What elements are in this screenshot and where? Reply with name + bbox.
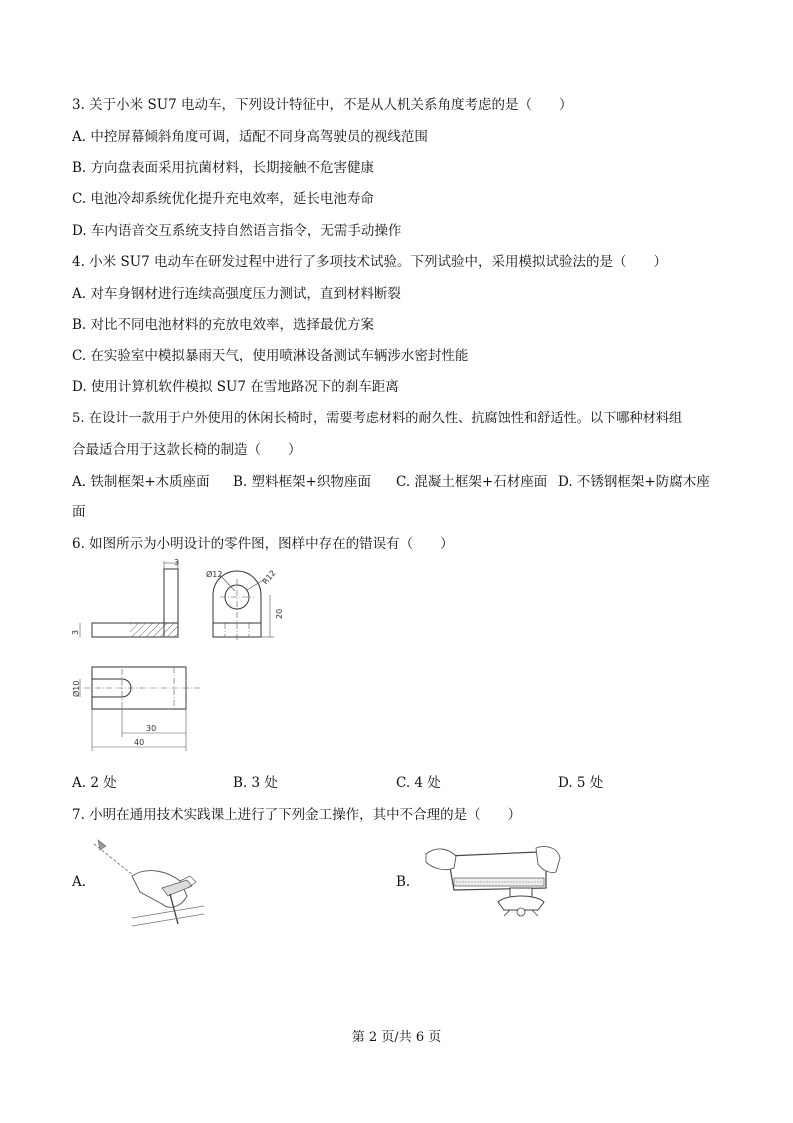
- dim-r12: R12: [260, 568, 278, 587]
- dim-30: 30: [146, 724, 157, 733]
- q5-option-c: C. 混凝土框架+石材座面: [396, 474, 548, 490]
- q7-image-a-hand-scribing: [92, 836, 212, 931]
- q5-option-b: B. 塑料框架+织物座面: [233, 474, 371, 490]
- q3-option-b: B. 方向盘表面采用抗菌材料，长期接触不危害健康: [72, 160, 375, 176]
- q7-option-b: B.: [396, 874, 411, 890]
- dim-20: 20: [275, 608, 284, 619]
- front-view: [71, 558, 179, 637]
- dim-phi12: Ø12: [206, 570, 223, 579]
- q4-stem: 4. 小米 SU7 电动车在研发过程中进行了多项技术试验。下列试验中，采用模拟试验法的是（ ）: [72, 254, 667, 270]
- q6-option-c: C. 4 处: [396, 775, 441, 791]
- q4-option-d: D. 使用计算机软件模拟 SU7 在雪地路况下的刹车距离: [72, 379, 399, 395]
- q3-stem: 3. 关于小米 SU7 电动车，下列设计特征中，不是从人机关系角度考虑的是（ ）: [72, 97, 573, 113]
- dim-40: 40: [134, 738, 145, 747]
- q6-stem: 6. 如图所示为小明设计的零件图，图样中存在的错误有（ ）: [72, 536, 454, 552]
- q6-part-drawing: [70, 557, 300, 757]
- q6-option-a: A. 2 处: [72, 775, 117, 791]
- q3-option-c: C. 电池冷却系统优化提升充电效率，延长电池寿命: [72, 191, 374, 207]
- q7-stem: 7. 小明在通用技术实践课上进行了下列金工操作，其中不合理的是（ ）: [72, 807, 522, 823]
- q6-option-d: D. 5 处: [558, 775, 604, 791]
- q7-image-b-hacksaw-vise: [418, 838, 563, 918]
- q4-option-c: C. 在实验室中模拟暴雨天气，使用喷淋设备测试车辆涉水密封性能: [72, 348, 469, 364]
- dim-3-top: 3: [174, 558, 180, 567]
- dim-phi10: Ø10: [72, 680, 81, 697]
- q3-option-d: D. 车内语音交互系统支持自然语言指令，无需手动操作: [72, 223, 402, 239]
- dim-3-side: 3: [71, 629, 80, 635]
- q5-stem-line2: 合最适合用于这款长椅的制造（ ）: [72, 442, 302, 458]
- q3-option-a: A. 中控屏幕倾斜角度可调，适配不同身高驾驶员的视线范围: [72, 129, 428, 145]
- q5-option-d: D. 不锈钢框架+防腐木座: [558, 474, 710, 490]
- q4-option-a: A. 对车身钢材进行连续高强度压力测试，直到材料断裂: [72, 286, 401, 302]
- q7-option-a: A.: [72, 874, 87, 890]
- page-footer: 第 2 页/共 6 页: [351, 1030, 442, 1045]
- side-view: [206, 568, 284, 642]
- q5-option-a: A. 铁制框架+木质座面: [72, 474, 210, 490]
- q6-option-b: B. 3 处: [233, 775, 278, 791]
- q4-option-b: B. 对比不同电池材料的充放电效率，选择最优方案: [72, 317, 375, 333]
- top-view: [71, 667, 200, 751]
- q5-option-d-continued: 面: [72, 504, 86, 520]
- q5-stem-line1: 5. 在设计一款用于户外使用的休闲长椅时，需要考虑材料的耐久性、抗腐蚀性和舒适性。以下哪种材料组: [72, 411, 683, 426]
